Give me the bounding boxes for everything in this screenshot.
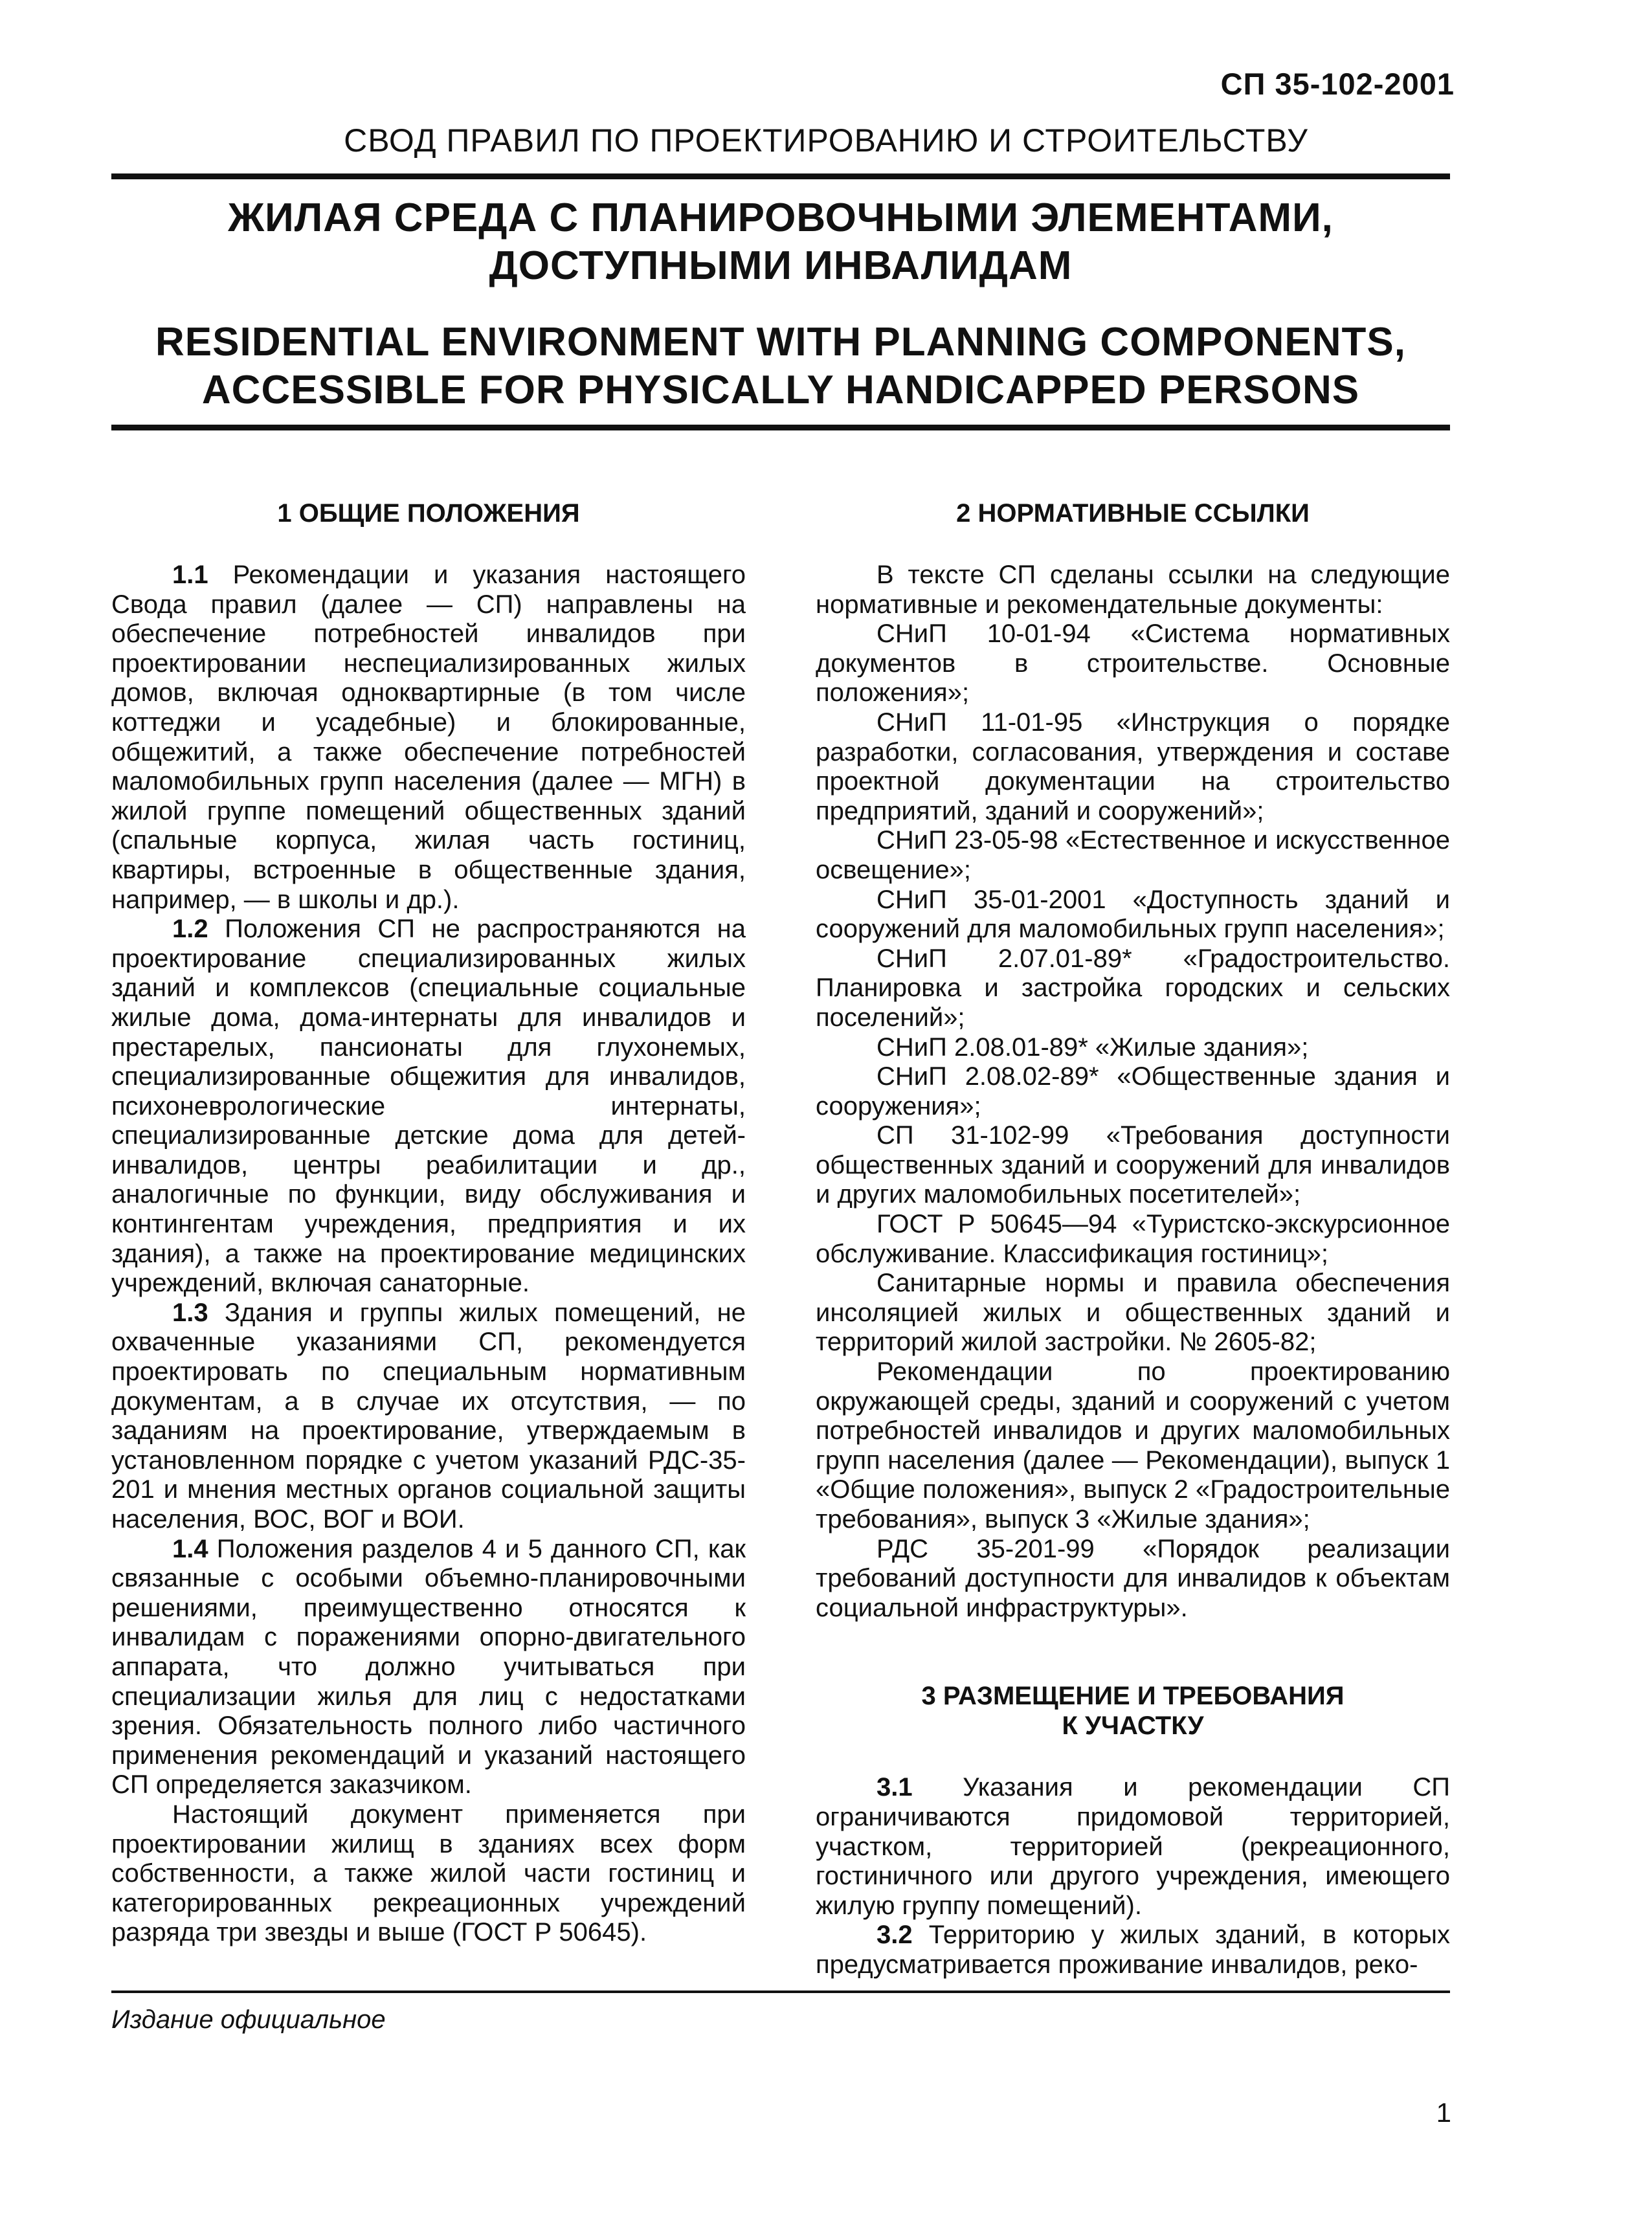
paragraph-1-4 [111, 1535, 746, 1800]
title-russian [111, 194, 1450, 290]
left-column [111, 498, 746, 1948]
reference-item: СП 31-102-99 «Требования доступности общественных зданий и сооружений для инвалидов и других маломобильных посетителей»; [816, 1121, 1450, 1209]
paragraph-3-1 [816, 1773, 1450, 1921]
title-en-line2: ACCESSIBLE FOR PHYSICALLY HANDICAPPED PERSONS [201, 368, 1360, 412]
page-number: 1 [1436, 2097, 1451, 2128]
title-english [111, 318, 1450, 414]
paragraph-1-5: Настоящий документ применяется при проектировании жилищ в зданиях всех форм собственности, а также жилой части гостиниц и категорированных рекреационных учреждений разряда три звезды и выше (ГОСТ Р 50645). [111, 1800, 746, 1947]
clause-number: 3.2 [876, 1921, 913, 1950]
title-ru-line1: ЖИЛАЯ СРЕДА С ПЛАНИРОВОЧНЫМИ ЭЛЕМЕНТАМИ, [228, 195, 1334, 240]
reference-item: СНиП 2.08.02-89* «Общественные здания и сооружения»; [816, 1062, 1450, 1121]
right-column [816, 498, 1450, 1980]
reference-item: СНиП 11-01-95 «Инструкция о порядке разработки, согласования, утверждения и составе проектной документации на строительство предприятий, зданий и сооружений»; [816, 708, 1450, 825]
paragraph-text: Здания и группы жилых помещений, не охваченные указаниями СП, рекомендуется проектировать по специальным нормативным документам, а в случае их отсутствия, — по заданиям на проектирование, утверждаемым в установленном порядке с учетом указаний РДС-35-201 и мнения местных органов социальной защиты населения, ВОС, ВОГ и ВОИ. [111, 1298, 746, 1533]
clause-number: 1.4 [172, 1534, 208, 1563]
reference-item: РДС 35-201-99 «Порядок реализации требований доступности для инвалидов к объектам социальной инфраструктуры». [816, 1534, 1450, 1622]
clause-number: 1.3 [172, 1298, 208, 1327]
title-ru-line2: ДОСТУПНЫМИ ИНВАЛИДАМ [489, 243, 1073, 288]
title-en-line1: RESIDENTIAL ENVIRONMENT WITH PLANNING COMPONENTS, [155, 320, 1406, 364]
paragraph-3-2 [816, 1921, 1450, 1979]
clause-number: 1.1 [172, 561, 208, 589]
reference-item: СНиП 10-01-94 «Система нормативных документов в строительстве. Основные положения»; [816, 619, 1450, 708]
paragraph-text: Территорию у жилых зданий, в которых предусматривается проживание инвалидов, реко- [816, 1921, 1450, 1979]
section1-heading: 1 ОБЩИЕ ПОЛОЖЕНИЯ [277, 499, 580, 528]
reference-item: СНиП 2.08.01-89* «Жилые здания»; [876, 1032, 1309, 1062]
paragraph-1-1 [111, 561, 746, 915]
paragraph-1-2 [111, 915, 746, 1299]
clause-number: 3.1 [876, 1773, 913, 1802]
clause-number: 1.2 [172, 915, 208, 944]
reference-item: СНиП 23-05-98 «Естественное и искусственное освещение»; [816, 826, 1450, 884]
document-code: СП 35-102-2001 [1220, 67, 1455, 101]
section3-heading-line1: 3 РАЗМЕЩЕНИЕ И ТРЕБОВАНИЯ [921, 1682, 1345, 1711]
reference-item: Рекомендации по проектированию окружающей среды, зданий и сооружений с учетом потребностей инвалидов и других маломобильных групп населения (далее — Рекомендации), выпуск 1 «Общие положения», выпуск 2 «Градостроительные требования», выпуск 3 «Жилые здания»; [816, 1357, 1450, 1533]
reference-item: Санитарные нормы и правила обеспечения инсоляцией жилых и общественных зданий и территорий жилой застройки. № 2605-82; [816, 1269, 1450, 1357]
section3-heading-line2: К УЧАСТКУ [1062, 1712, 1204, 1741]
series-title: СВОД ПРАВИЛ ПО ПРОЕКТИРОВАНИЮ И СТРОИТЕЛЬСТВУ [344, 122, 1308, 159]
title-bottom-rule [111, 425, 1450, 430]
reference-item: ГОСТ Р 50645—94 «Туристско-экскурсионное обслуживание. Классификация гостиниц»; [816, 1210, 1450, 1268]
footer-rule [111, 1990, 1450, 1993]
reference-item: В тексте СП сделаны ссылки на следующие нормативные и рекомендательные документы: [816, 561, 1450, 619]
top-rule [111, 173, 1450, 179]
reference-item: СНиП 35-01-2001 «Доступность зданий и сооружений для маломобильных групп населения»; [816, 885, 1450, 944]
section2-heading: 2 НОРМАТИВНЫЕ ССЫЛКИ [956, 499, 1310, 528]
paragraph-text: Положения разделов 4 и 5 данного СП, как связанные с особыми объемно-планировочными решениями, преимущественно относятся к инвалидам с поражениями опорно-двигательного аппарата, что должно учитываться при специализации жилья для лиц с недостатками зрения. Обязательность полного либо частичного применения рекомендаций и указаний настоящего СП определяется заказчиком. [111, 1534, 746, 1800]
paragraph-text: Положения СП не распространяются на проектирование специализированных жилых зданий и комплексов (специальные социальные жилые дома, дома-интернаты для инвалидов и престарелых, пансионаты для глухонемых, специализированные общежития для инвалидов, психоневрологические интернаты, специализированные детские дома для детей-инвалидов, центры реабилитации и др., аналогичные по функции, виду обслуживания и контингентам учреждения, предприятия и их здания), а также на проектирование медицинских учреждений, включая санаторные. [111, 915, 746, 1298]
paragraph-1-3 [111, 1299, 746, 1535]
section3-heading [816, 1681, 1450, 1741]
paragraph-text: Указания и рекомендации СП ограничиваются придомовой территорией, участком, территорией (рекреационного, гостиничного или другого учреждения, имеющего жилую группу помещений). [816, 1773, 1450, 1920]
edition-note: Издание официальное [111, 2005, 386, 2034]
reference-item: СНиП 2.07.01-89* «Градостроительство. Планировка и застройка городских и сельских поселений»; [816, 944, 1450, 1032]
paragraph-text: Рекомендации и указания настоящего Свода правил (далее — СП) направлены на обеспечение потребностей инвалидов при проектировании неспециализированных жилых домов, включая одноквартирные (в том числе коттеджи и усадебные) и блокированные, общежитий, а также обеспечение потребностей маломобильных групп населения (далее — МГН) в жилой группе помещений общественных зданий (спальные корпуса, жилая часть гостиниц, квартиры, встроенные в общественные здания, например, — в школы и др.). [111, 561, 746, 914]
